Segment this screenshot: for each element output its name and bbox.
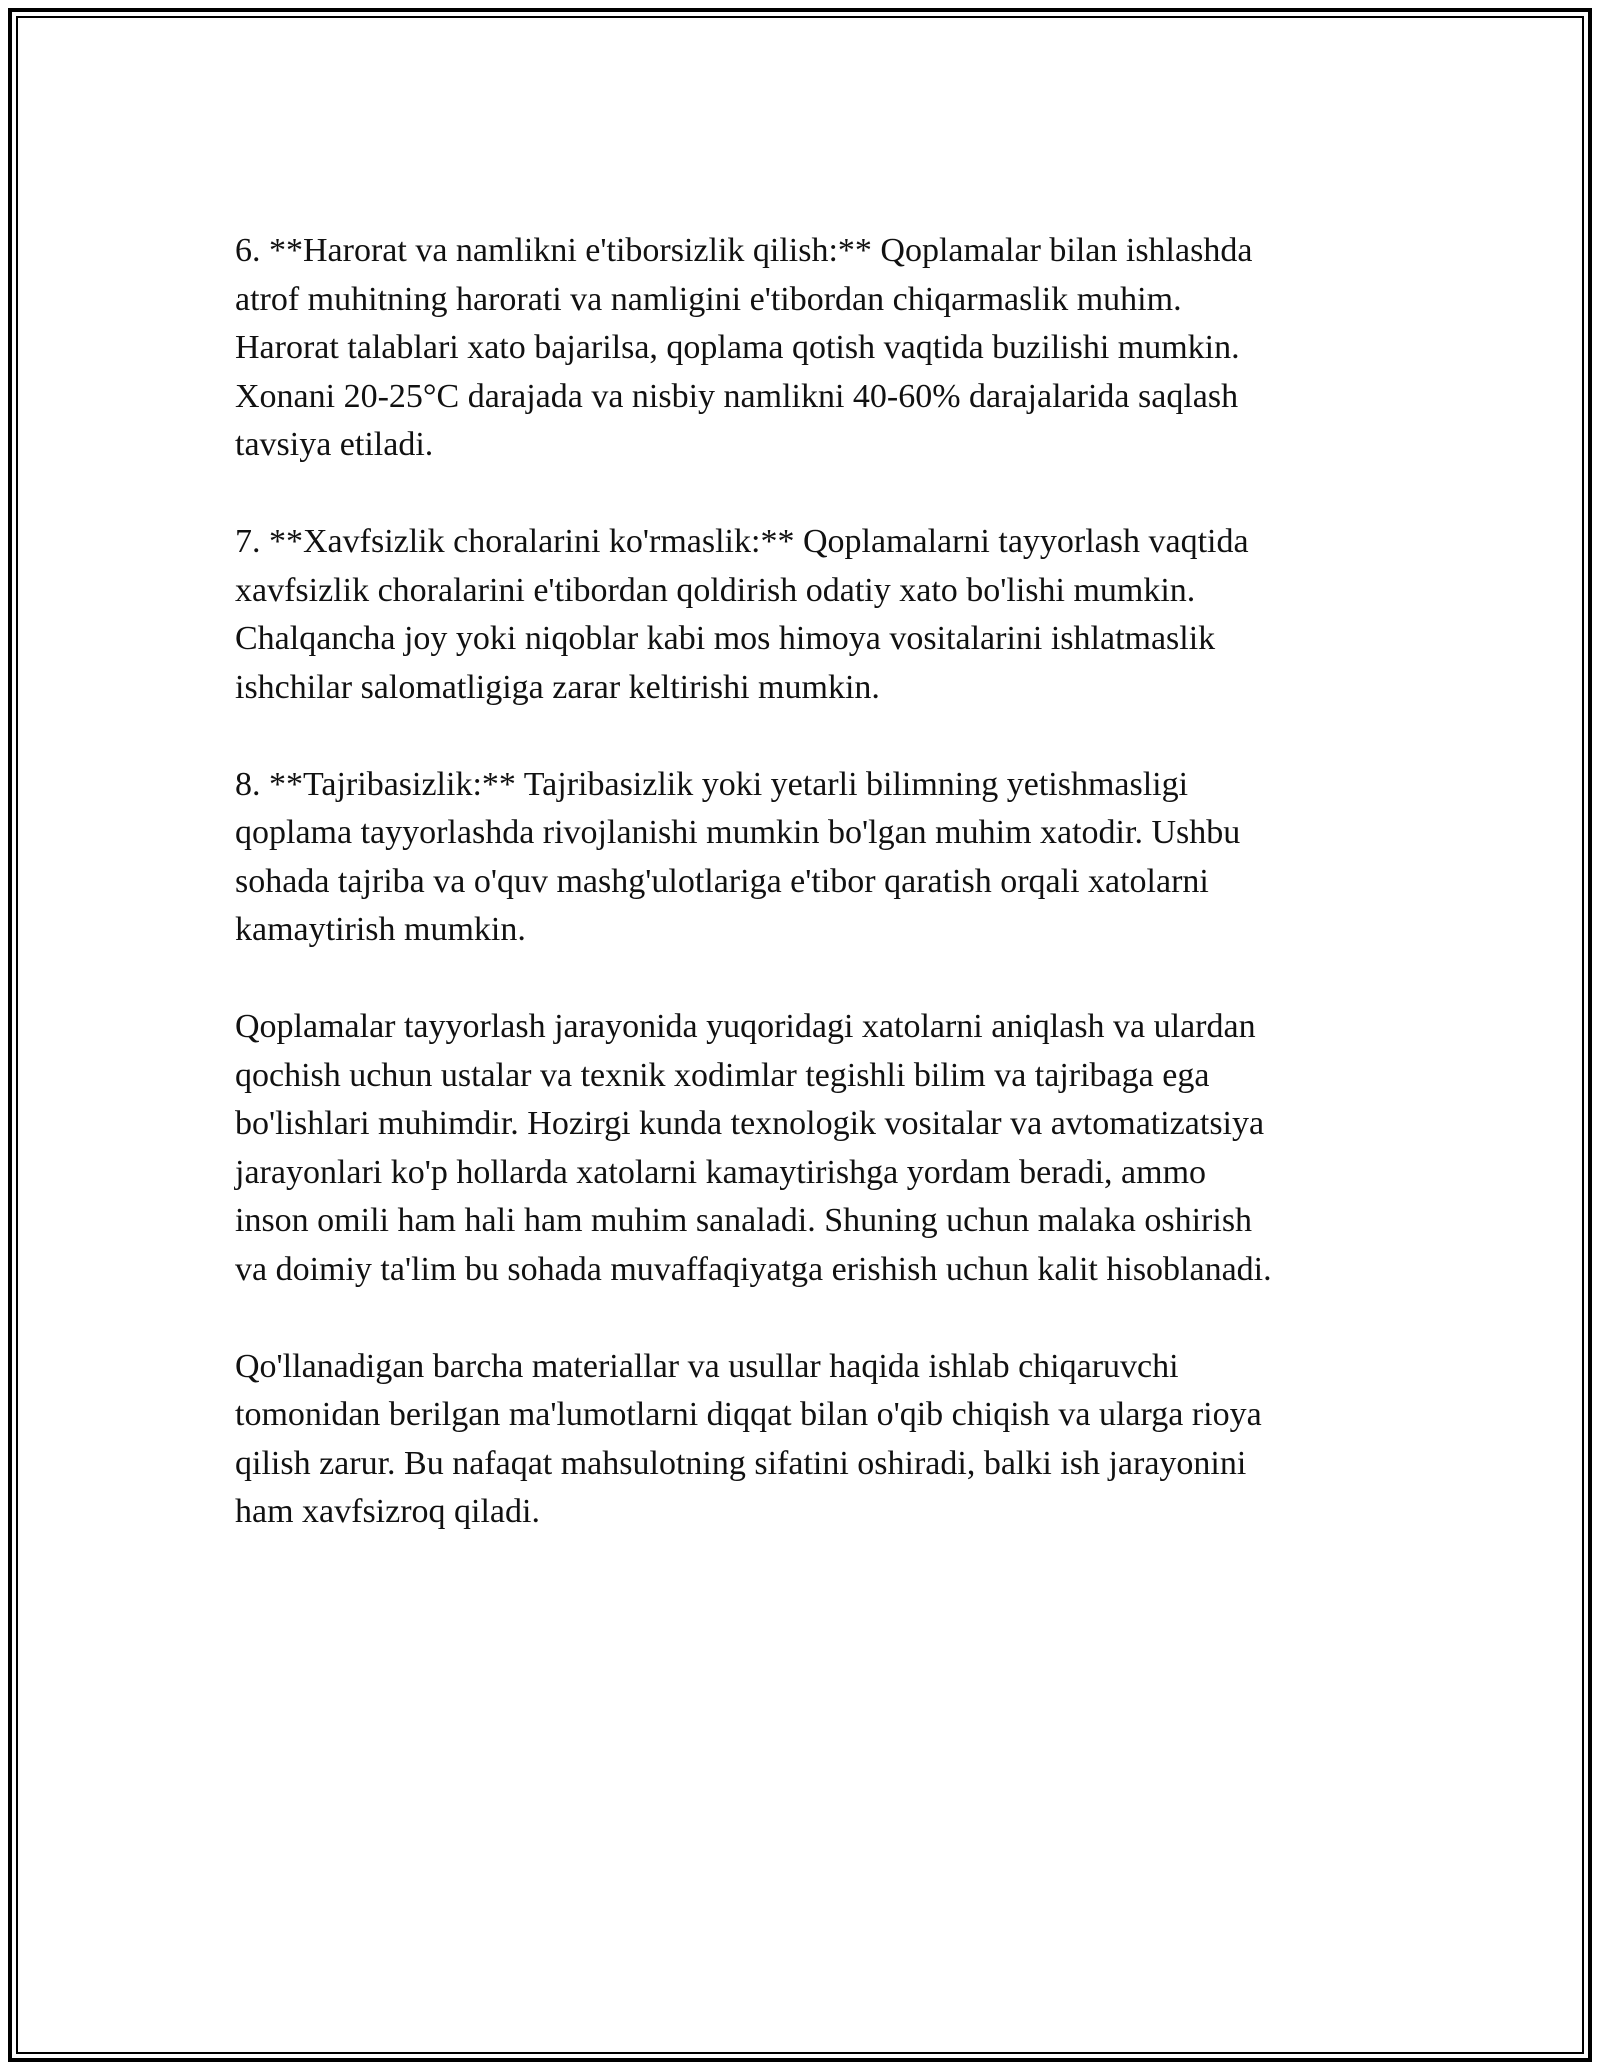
text-line: Qo'llanadigan barcha materiallar va usullar haqida ishlab chiqaruvchi <box>235 1347 1179 1385</box>
text-line: kamaytirish mumkin. <box>235 911 526 948</box>
text-line: ishchilar salomatligiga zarar keltirishi mumkin. <box>235 668 880 706</box>
text-line: atrof muhitning harorati va namligini e'tibordan chiqarmaslik muhim. <box>235 280 1182 318</box>
text-line: 8. **Tajribasizlik:** Tajribasizlik yoki yetarli bilimning yetishmasligi <box>235 765 1189 803</box>
paragraph-item-6 <box>235 227 1375 470</box>
text-line: sohada tajriba va o'quv mashg'ulotlariga e'tibor qaratish orqali xatolarni <box>235 862 1209 900</box>
text-line: qoplama tayyorlashda rivojlanishi mumkin bo'lgan muhim xatodir. Ushbu <box>235 814 1241 851</box>
text-line: jarayonlari ko'p hollarda xatolarni kamaytirishga yordam beradi, ammo <box>235 1153 1207 1191</box>
text-line: tavsiya etiladi. <box>235 426 434 463</box>
paragraph-item-8 <box>235 761 1375 955</box>
text-line: va doimiy ta'lim bu sohada muvaffaqiyatga erishish uchun kalit hisoblanadi. <box>235 1250 1272 1288</box>
paragraph-closing <box>235 1343 1375 1537</box>
text-line: qochish uchun ustalar va texnik xodimlar tegishli bilim va tajribaga ega <box>235 1056 1210 1094</box>
text-line: bo'lishlari muhimdir. Hozirgi kunda texnologik vositalar va avtomatizatsiya <box>235 1105 1265 1142</box>
text-line: qilish zarur. Bu nafaqat mahsulotning sifatini oshiradi, balki ish jarayonini <box>235 1444 1247 1482</box>
text-line: Chalqancha joy yoki niqoblar kabi mos himoya vositalarini ishlatmaslik <box>235 620 1216 657</box>
text-line: Harorat talablari xato bajarilsa, qoplama qotish vaqtida buzilishi mumkin. <box>235 329 1240 366</box>
paragraph-summary <box>235 1003 1375 1294</box>
text-line: Xonani 20-25°C darajada va nisbiy namlikni 40-60% darajalarida saqlash <box>235 377 1239 415</box>
text-line: Qoplamalar tayyorlash jarayonida yuqoridagi xatolarni aniqlash va ulardan <box>235 1008 1256 1045</box>
text-line: xavfsizlik choralarini e'tibordan qoldirish odatiy xato bo'lishi mumkin. <box>235 571 1196 609</box>
document-body <box>235 227 1375 1585</box>
text-line: 6. **Harorat va namlikni e'tiborsizlik qilish:** Qoplamalar bilan ishlashda <box>235 232 1253 269</box>
paragraph-item-7 <box>235 518 1375 712</box>
text-line: inson omili ham hali ham muhim sanaladi. Shuning uchun malaka oshirish <box>235 1202 1253 1239</box>
text-line: ham xavfsizroq qiladi. <box>235 1493 540 1530</box>
text-line: tomonidan berilgan ma'lumotlarni diqqat bilan o'qib chiqish va ularga rioya <box>235 1396 1262 1433</box>
text-line: 7. **Xavfsizlik choralarini ko'rmaslik:** Qoplamalarni tayyorlash vaqtida <box>235 523 1249 560</box>
